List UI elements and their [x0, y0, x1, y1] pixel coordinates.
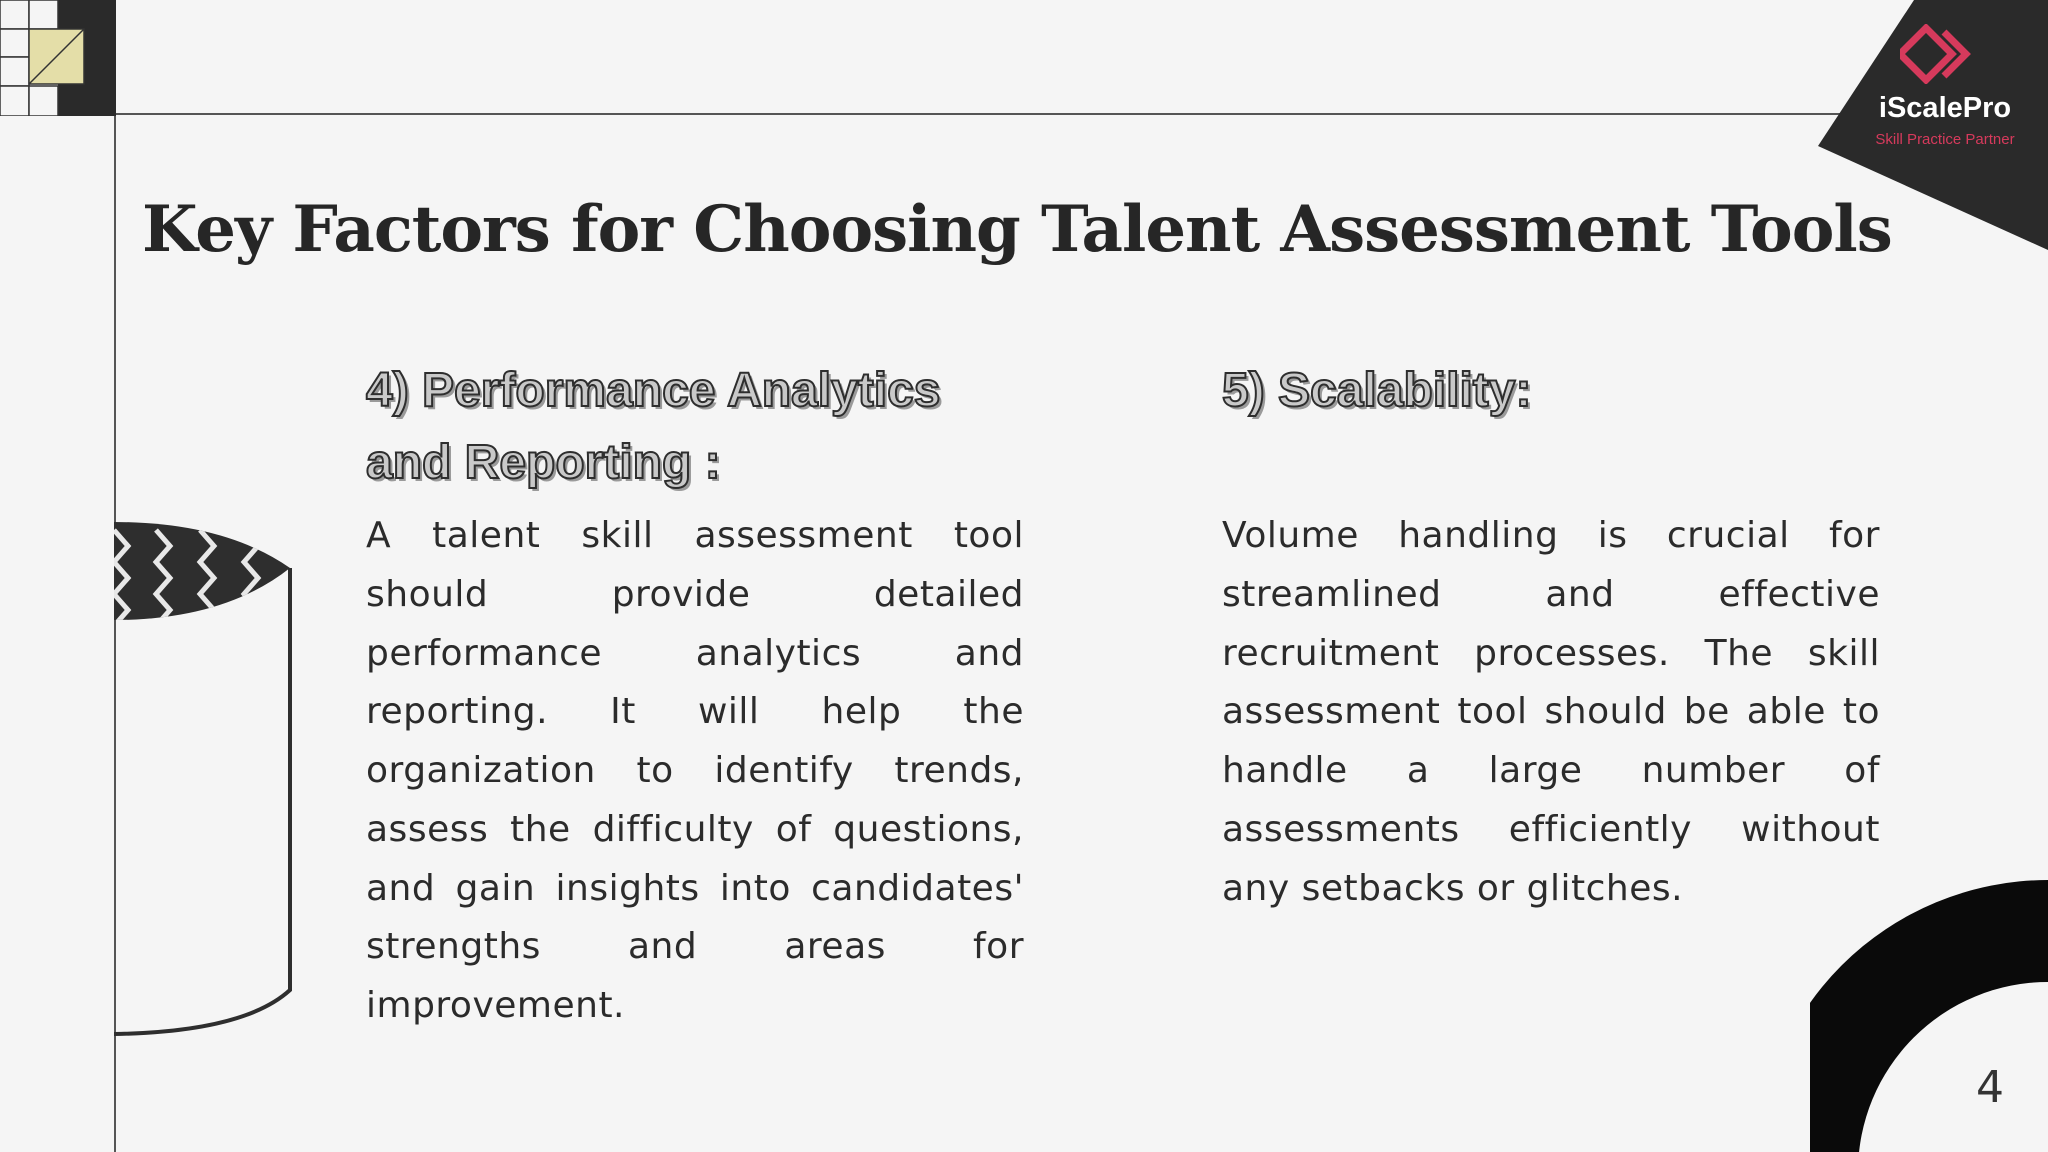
grid-decoration [0, 0, 116, 116]
factor-heading: 5) Scalability: [1222, 364, 1532, 417]
factor-body: A talent skill assessment tool should provide detailed performance analytics and reporting. It will help the organization to identify trends, assess the difficulty of questions, and gain insights into candidates' strengths and areas for improvement. [366, 515, 1024, 1026]
brand-name: iScalePro [1878, 92, 2012, 124]
header-divider-line [0, 113, 1860, 115]
factor-scalability [1222, 355, 1880, 918]
page-number: 4 [1976, 1062, 2004, 1113]
brand-tagline: Skill Practice Partner [1875, 131, 2015, 148]
factor-body: Volume handling is crucial for streamlined and effective recruitment processes. The skill assessment tool should be able to handle a large number of assessments efficiently without any setbacks or glitches. [1222, 515, 1880, 909]
factor-heading: 4) Performance Analytics and Reporting : [366, 364, 941, 489]
cylinder-decoration [114, 520, 294, 1040]
page-title: Key Factors for Choosing Talent Assessment Tools [142, 192, 1892, 267]
iscalepro-logo-icon [1900, 24, 1984, 84]
factor-performance-analytics [366, 355, 1024, 1036]
